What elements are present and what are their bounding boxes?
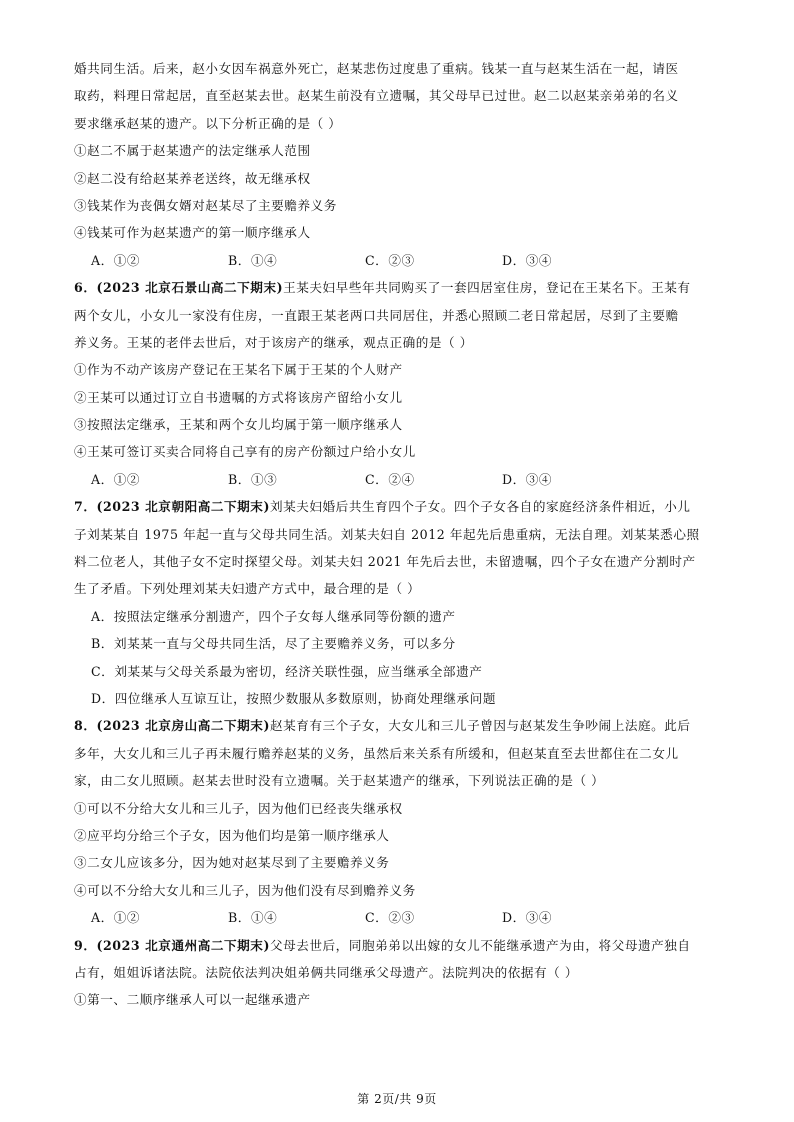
question-9-line-2: 占有，姐姐诉诸法院。法院依法判决姐弟俩共同继承父母遗产。法院判决的依据有（ ）	[74, 964, 579, 980]
question-5-line-2: 取药，料理日常起居，直至赵某去世。赵某生前没有立遗嘱，其父母早已过世。赵二以赵某亲弟弟的名义	[74, 88, 679, 104]
option-a: A．①②	[91, 252, 141, 268]
question-7-line-2: 子刘某某自 1975 年起一直与父母共同生活。刘某夫妇自 2012 年起先后患重病，无法自理。刘某某悉心照	[74, 526, 700, 542]
question-6-line-1: 6．(2023 北京石景山高二下期末)王某夫妇早些年共同购买了一套四居室住房，登记在王某名下。王某有	[74, 280, 691, 296]
question-7-line-3: 料二位老人，其他子女不定时探望父母。刘某夫妇 2021 年先后去世，未留遗嘱，四个子女在遗产分割时产	[74, 554, 696, 570]
statement-1: ①赵二不属于赵某遗产的法定继承人范围	[74, 143, 311, 159]
option-a: A．①②	[91, 910, 141, 926]
statement-4: ④王某可签订买卖合同将自己享有的房产份额过户给小女儿	[74, 444, 416, 460]
statement-2: ②王某可以通过订立自书遗嘱的方式将该房产留给小女儿	[74, 389, 403, 405]
statement-3: ③二女儿应该多分，因为她对赵某尽到了主要赡养义务	[74, 855, 390, 871]
option-a: A．①②	[91, 471, 141, 487]
option-c: C．②③	[365, 252, 415, 268]
question-6-source: 6．(2023 北京石景山高二下期末)	[74, 280, 284, 296]
option-c: C．②④	[365, 471, 415, 487]
option-d: D．③④	[502, 471, 553, 487]
question-6-line-3: 养义务。王某的老伴去世后，对于该房产的继承，观点正确的是（ ）	[74, 334, 473, 350]
question-9	[74, 932, 724, 1014]
statement-4: ④可以不分给大女儿和三儿子，因为他们没有尽到赡养义务	[74, 882, 416, 898]
question-8	[74, 712, 724, 931]
document-page	[74, 55, 724, 1014]
statement-2: ②赵二没有给赵某养老送终，故无继承权	[74, 170, 311, 186]
page-number: 第 2页/共 9页	[357, 1092, 437, 1106]
answer-options	[74, 466, 724, 493]
question-6	[74, 274, 724, 493]
choice-b: B．刘某某一直与父母共同生活，尽了主要赡养义务，可以多分	[91, 636, 456, 652]
question-9-line-1: 9．(2023 北京通州高二下期末)父母去世后，同胞弟弟以出嫁的女儿不能继承遗产为由，将父母遗产独自	[74, 937, 691, 953]
choice-a: A．按照法定继承分割遗产，四个子女每人继承同等份额的遗产	[91, 608, 456, 624]
answer-options	[74, 904, 724, 931]
choice-c: C．刘某某与父母关系最为密切，经济关联性强，应当继承全部遗产	[91, 663, 483, 679]
statement-3: ③钱某作为丧偶女婿对赵某尽了主要赡养义务	[74, 197, 337, 213]
statement-1: ①第一、二顺序继承人可以一起继承遗产	[74, 992, 311, 1008]
option-d: D．③④	[502, 252, 553, 268]
statement-3: ③按照法定继承，王某和两个女儿均属于第一顺序继承人	[74, 417, 403, 433]
option-b: B．①④	[228, 910, 278, 926]
option-b: B．①③	[228, 471, 278, 487]
statement-1: ①可以不分给大女儿和三儿子，因为他们已经丧失继承权	[74, 800, 403, 816]
question-8-line-1: 8．(2023 北京房山高二下期末)赵某育有三个子女，大女儿和三儿子曾因与赵某发生争吵闹上法庭。此后	[74, 718, 691, 734]
question-5-line-1: 婚共同生活。后来，赵小女因车祸意外死亡，赵某悲伤过度患了重病。钱某一直与赵某生活在一起，请医	[74, 61, 679, 76]
question-5	[74, 55, 724, 274]
question-7	[74, 493, 724, 712]
question-8-line-2: 多年，大女儿和三儿子再未履行赡养赵某的义务，虽然后来关系有所缓和，但赵某直至去世都住在二女儿	[74, 745, 679, 761]
option-d: D．③④	[502, 910, 553, 926]
question-5-line-3: 要求继承赵某的遗产。以下分析正确的是（ ）	[74, 115, 342, 131]
statement-2: ②应平均分给三个子女，因为他们均是第一顺序继承人	[74, 827, 390, 843]
question-8-source: 8．(2023 北京房山高二下期末)	[74, 718, 270, 734]
option-b: B．①④	[228, 252, 278, 268]
question-8-line-3: 家，由二女儿照顾。赵某去世时没有立遗嘱。关于赵某遗产的继承，下列说法正确的是（ ）	[74, 773, 605, 789]
question-7-line-1: 7．(2023 北京朝阳高二下期末)刘某夫妇婚后共生育四个子女。四个子女各自的家庭经济条件相近，小儿	[74, 499, 691, 515]
question-7-line-4: 生了矛盾。下列处理刘某夫妇遗产方式中，最合理的是（ ）	[74, 581, 421, 597]
choice-d: D．四位继承人互谅互让，按照少数服从多数原则，协商处理继承问题	[91, 690, 496, 706]
answer-options	[74, 247, 724, 274]
question-7-source: 7．(2023 北京朝阳高二下期末)	[74, 499, 270, 515]
statement-4: ④钱某可作为赵某遗产的第一顺序继承人	[74, 225, 311, 241]
statement-1: ①作为不动产该房产登记在王某名下属于王某的个人财产	[74, 362, 403, 378]
question-6-line-2: 两个女儿，小女儿一家没有住房，一直跟王某老两口共同居住，并悉心照顾二老日常起居，尽到了主要赡	[74, 307, 679, 323]
option-c: C．②③	[365, 910, 415, 926]
question-9-source: 9．(2023 北京通州高二下期末)	[74, 937, 270, 953]
